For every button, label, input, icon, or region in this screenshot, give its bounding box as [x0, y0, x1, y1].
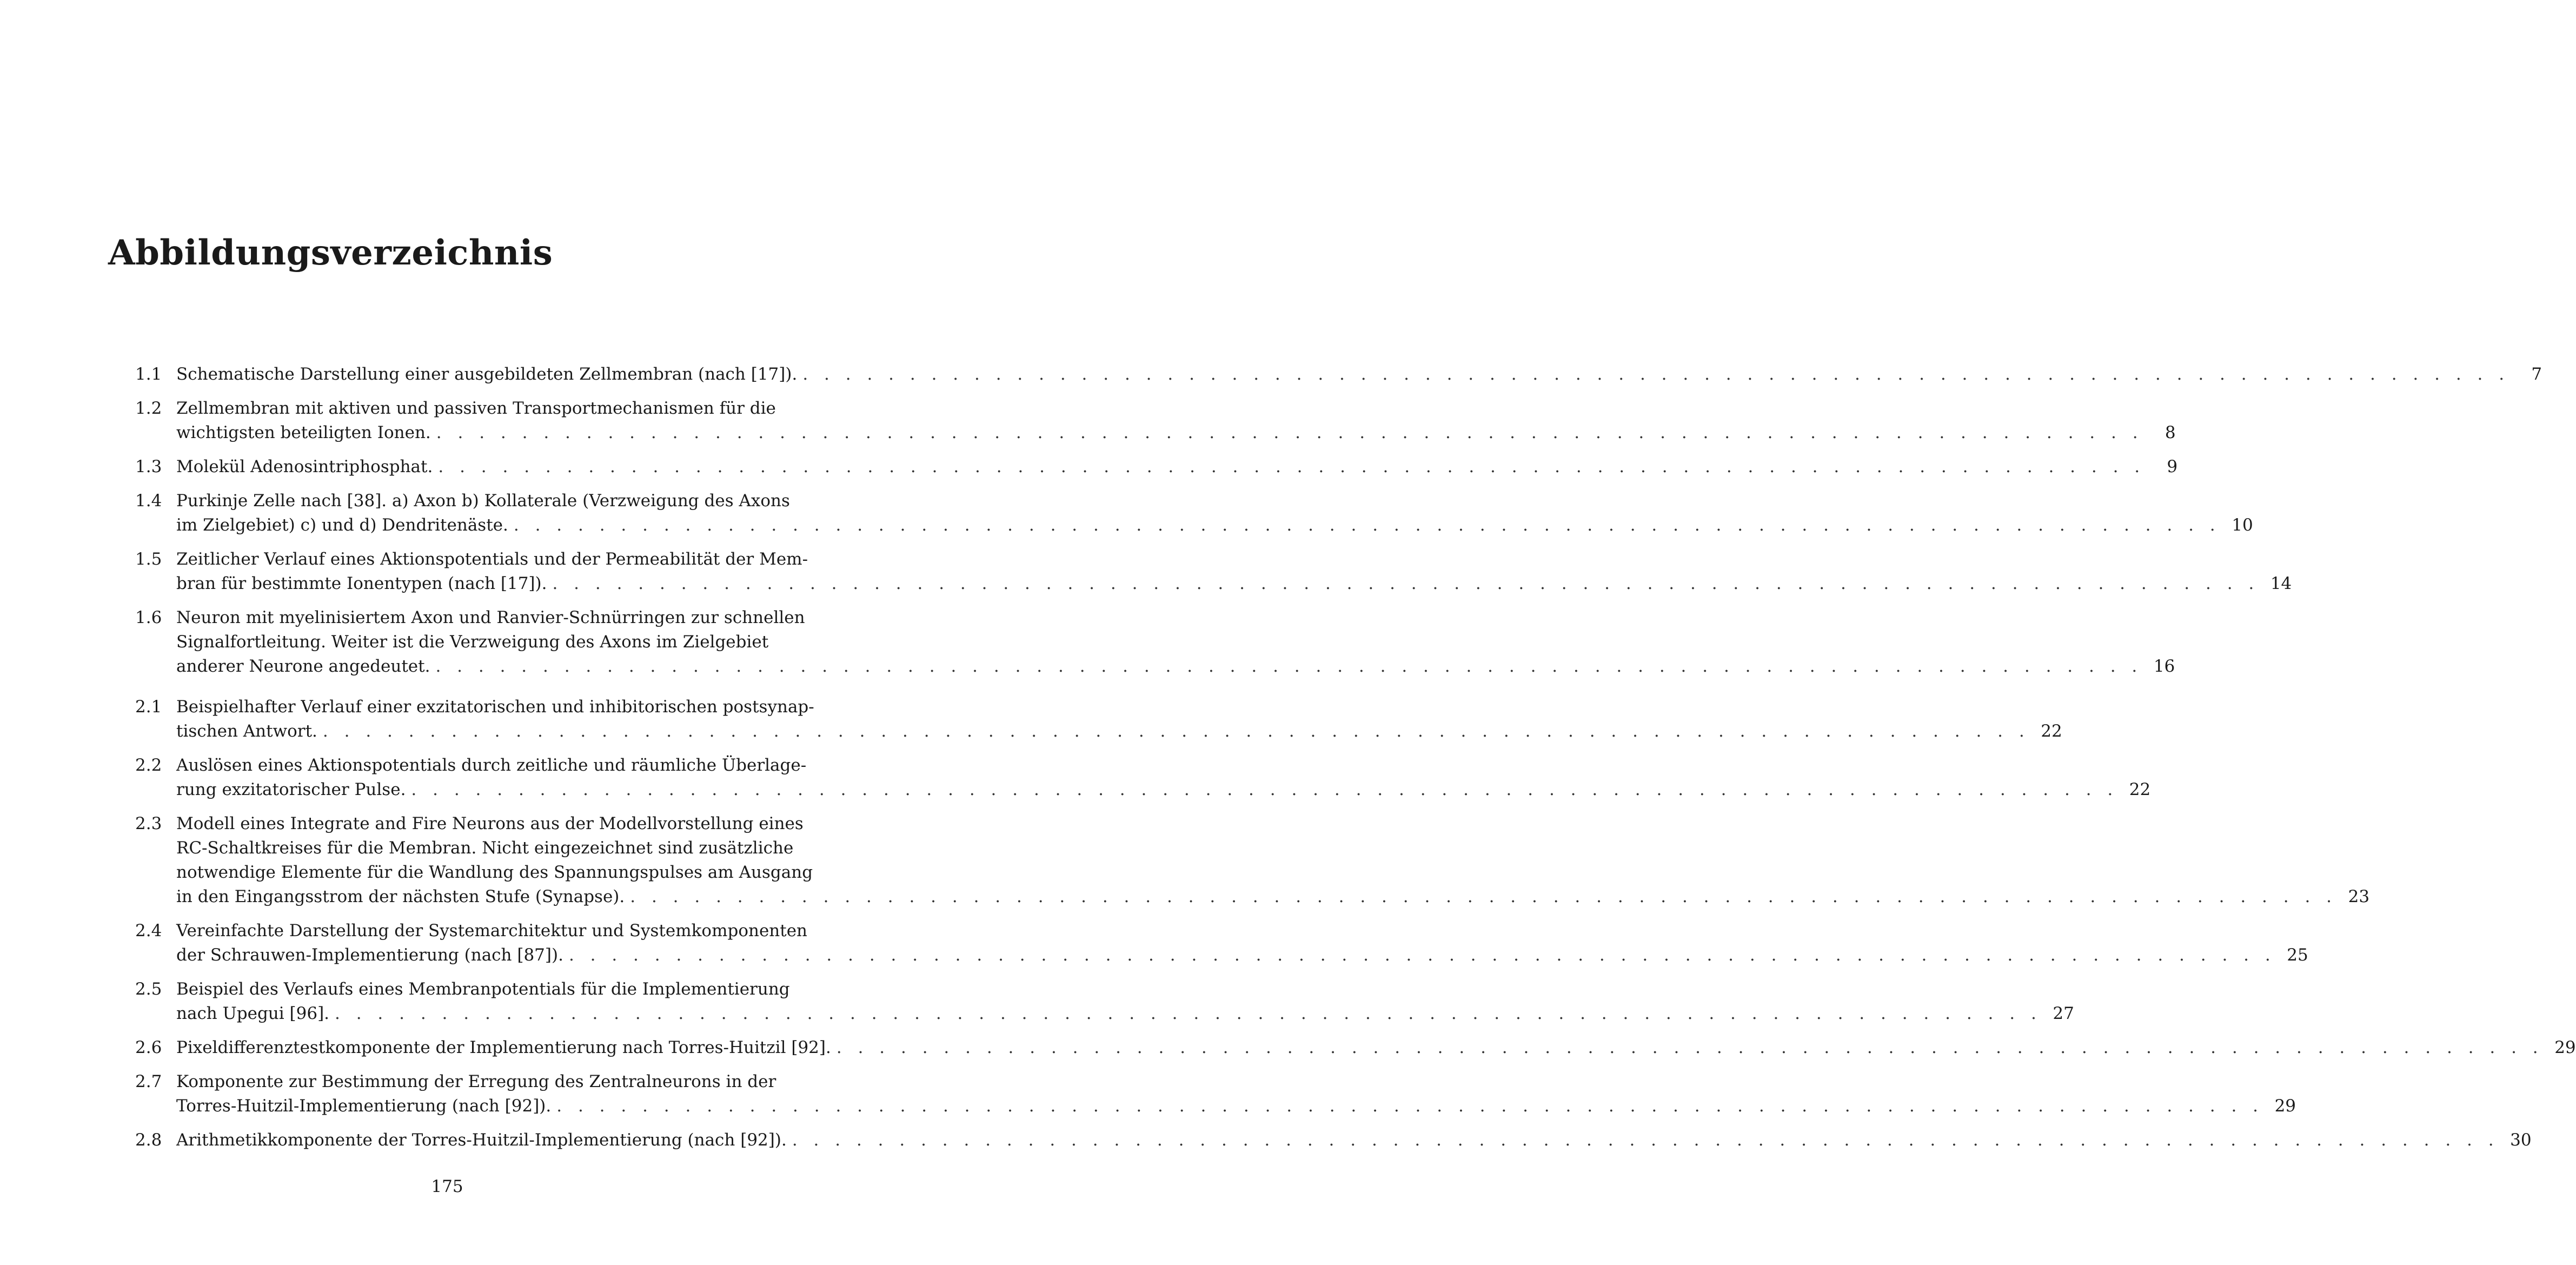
figure-caption-line: Neuron mit myelinisiertem Axon und Ranvier-Schnürringen zur schnellen: [176, 608, 805, 627]
leader-dots: . . . . . . . . . . . . . . . . . . . . . . . . . . . . . . . . . . . . . . . . . . . . . . . . . . . . . . . . . . . . . . . . . . . . . . . . . . . . . . . .: [436, 423, 2143, 442]
leader-dots: . . . . . . . . . . . . . . . . . . . . . . . . . . . . . . . . . . . . . . . . . . . . . . . . . . . . . . . . . . . . . . . . . . . . . . . . . . . . . . . .: [630, 887, 2338, 906]
figure-page-number[interactable]: 16: [2153, 657, 2175, 676]
figure-number: 2.8: [135, 1130, 162, 1150]
figure-caption-line: Modell eines Integrate and Fire Neurons aus der Modellvorstellung eines: [176, 814, 804, 833]
figure-number: 1.6: [135, 608, 162, 627]
figure-page-number[interactable]: 29: [2274, 1096, 2296, 1116]
figure-caption-line: Zellmembran mit aktiven und passiven Transportmechanismen für die: [176, 399, 776, 418]
figure-page-number[interactable]: 23: [2348, 887, 2370, 906]
leader-dots: . . . . . . . . . . . . . . . . . . . . . . . . . . . . . . . . . . . . . . . . . . . . . . . . . . . . . . . . . . . . . . . . . . . . . . . . . . . . . . . .: [335, 1004, 2042, 1023]
leader-dots: . . . . . . . . . . . . . . . . . . . . . . . . . . . . . . . . . . . . . . . . . . . . . . . . . . . . . . . . . . . . . . . . . . . . . . . . . . . . . . . .: [513, 515, 2221, 535]
figure-caption-line: Torres-Huitzil-Implementierung (nach [92]).: [176, 1096, 552, 1116]
figure-number: 1.5: [135, 549, 162, 569]
figure-caption-line: Molekül Adenosintriphosphat.: [176, 457, 433, 476]
page-number: 175: [431, 1177, 463, 1196]
figure-caption-line: Vereinfachte Darstellung der Systemarchitektur und Systemkomponenten: [176, 921, 808, 941]
figure-entry[interactable]: [135, 812, 2370, 909]
figure-number: 2.4: [135, 921, 162, 941]
figure-caption-line: Arithmetikkomponente der Torres-Huitzil-Implementierung (nach [92]).: [176, 1130, 787, 1150]
figure-number: 1.1: [135, 365, 162, 384]
figure-caption-line: Pixeldifferenztestkomponente der Implementierung nach Torres-Huitzil [92].: [176, 1038, 831, 1057]
figure-entry[interactable]: [135, 977, 2074, 1026]
figure-number: 2.5: [135, 979, 162, 999]
leader-dots: . . . . . . . . . . . . . . . . . . . . . . . . . . . . . . . . . . . . . . . . . . . . . . . . . . . . . . . . . . . . . . . . . . . . . . . . . . . . . . . .: [836, 1038, 2544, 1057]
figure-caption-line: in den Eingangsstrom der nächsten Stufe (Synapse).: [176, 887, 625, 906]
figure-caption-line: bran für bestimmte Ionentypen (nach [17]).: [176, 574, 547, 593]
figure-caption-line: Komponente zur Bestimmung der Erregung des Zentralneurons in der: [176, 1072, 776, 1091]
figure-page-number[interactable]: 30: [2510, 1130, 2532, 1150]
figure-page-number[interactable]: 8: [2165, 423, 2176, 442]
figure-page-number[interactable]: 9: [2167, 457, 2178, 476]
figure-caption-line: Beispiel des Verlaufs eines Membranpotentials für die Implementierung: [176, 979, 790, 999]
figure-page-number[interactable]: 27: [2053, 1004, 2074, 1023]
list-of-figures: [135, 362, 2576, 1162]
figure-page-number[interactable]: 22: [2041, 721, 2062, 741]
figure-caption-line: im Zielgebiet) c) und d) Dendritenäste.: [176, 515, 508, 535]
figure-number: 1.4: [135, 491, 162, 511]
figure-entry[interactable]: [135, 1128, 2532, 1153]
figure-page-number[interactable]: 14: [2270, 574, 2292, 593]
leader-dots: . . . . . . . . . . . . . . . . . . . . . . . . . . . . . . . . . . . . . . . . . . . . . . . . . . . . . . . . . . . . . . . . . . . . . . . . . . . . . . . .: [435, 657, 2143, 676]
leader-dots: . . . . . . . . . . . . . . . . . . . . . . . . . . . . . . . . . . . . . . . . . . . . . . . . . . . . . . . . . . . . . . . . . . . . . . . . . . . . . . . .: [568, 945, 2276, 965]
figure-page-number[interactable]: 7: [2531, 365, 2542, 384]
figure-caption-line: Schematische Darstellung einer ausgebildeten Zellmembran (nach [17]).: [176, 365, 798, 384]
figure-caption-line: Auslösen eines Aktionspotentials durch zeitliche und räumliche Überlage-: [176, 756, 807, 775]
figure-caption-line: der Schrauwen-Implementierung (nach [87]).: [176, 945, 563, 965]
figure-page-number[interactable]: 29: [2554, 1038, 2576, 1057]
figure-number: 2.7: [135, 1072, 162, 1091]
figure-number: 2.2: [135, 756, 162, 775]
figure-caption-line: anderer Neurone angedeutet.: [176, 657, 430, 676]
figure-entry[interactable]: [135, 489, 2253, 538]
figure-number: 1.3: [135, 457, 162, 476]
figure-entry[interactable]: [135, 695, 2062, 744]
leader-dots: . . . . . . . . . . . . . . . . . . . . . . . . . . . . . . . . . . . . . . . . . . . . . . . . . . . . . . . . . . . . . . . . . . . . . . . . . . . . . . . .: [556, 1096, 2264, 1116]
figure-entry[interactable]: [135, 547, 2292, 596]
figure-caption-line: Beispielhafter Verlauf einer exzitatorischen und inhibitorischen postsynap-: [176, 697, 814, 717]
leader-dots: . . . . . . . . . . . . . . . . . . . . . . . . . . . . . . . . . . . . . . . . . . . . . . . . . . . . . . . . . . . . . . . . . . . . . . . . . . . . . . . .: [552, 574, 2260, 593]
figure-entry[interactable]: [135, 919, 2308, 968]
figure-caption-line: Signalfortleitung. Weiter ist die Verzweigung des Axons im Zielgebiet: [176, 632, 769, 652]
figure-caption-line: Purkinje Zelle nach [38]. a) Axon b) Kollaterale (Verzweigung des Axons: [176, 491, 790, 511]
leader-dots: . . . . . . . . . . . . . . . . . . . . . . . . . . . . . . . . . . . . . . . . . . . . . . . . . . . . . . . . . . . . . . . . . . . . . . . . . . . . . . . .: [322, 721, 2030, 741]
leader-dots: . . . . . . . . . . . . . . . . . . . . . . . . . . . . . . . . . . . . . . . . . . . . . . . . . . . . . . . . . . . . . . . . . . . . . . . . . . . . . . . .: [792, 1130, 2499, 1150]
figure-caption-line: nach Upegui [96].: [176, 1004, 330, 1023]
leader-dots: . . . . . . . . . . . . . . . . . . . . . . . . . . . . . . . . . . . . . . . . . . . . . . . . . . . . . . . . . . . . . . . . . . . . . . . . . . . . . . . .: [802, 365, 2510, 384]
figure-number: 2.3: [135, 814, 162, 833]
leader-dots: . . . . . . . . . . . . . . . . . . . . . . . . . . . . . . . . . . . . . . . . . . . . . . . . . . . . . . . . . . . . . . . . . . . . . . . . . . . . . . . .: [411, 780, 2119, 799]
figure-caption-line: rung exzitatorischer Pulse.: [176, 780, 406, 799]
figure-number: 2.6: [135, 1038, 162, 1057]
figure-caption-line: RC-Schaltkreises für die Membran. Nicht eingezeichnet sind zusätzliche: [176, 838, 794, 858]
leader-dots: . . . . . . . . . . . . . . . . . . . . . . . . . . . . . . . . . . . . . . . . . . . . . . . . . . . . . . . . . . . . . . . . . . . . . . . . . . . . . . . .: [438, 457, 2146, 476]
figure-entry[interactable]: [135, 362, 2542, 387]
figure-entry[interactable]: [135, 606, 2175, 679]
figure-caption-line: tischen Antwort.: [176, 721, 317, 741]
figure-page-number[interactable]: 10: [2232, 515, 2253, 535]
figure-caption-line: notwendige Elemente für die Wandlung des Spannungspulses am Ausgang: [176, 863, 813, 882]
figure-entry[interactable]: [135, 753, 2151, 802]
figure-number: 1.2: [135, 399, 162, 418]
figure-page-number[interactable]: 22: [2129, 780, 2151, 799]
page-title: Abbildungsverzeichnis: [108, 233, 553, 273]
figure-number: 2.1: [135, 697, 162, 717]
figure-entry[interactable]: [135, 1070, 2296, 1118]
figure-entry[interactable]: [135, 396, 2176, 445]
figure-entry[interactable]: [135, 455, 2178, 479]
figure-caption-line: wichtigsten beteiligten Ionen.: [176, 423, 431, 442]
figure-caption-line: Zeitlicher Verlauf eines Aktionspotentials und der Permeabilität der Mem-: [176, 549, 808, 569]
figure-entry[interactable]: [135, 1036, 2576, 1060]
figure-page-number[interactable]: 25: [2287, 945, 2308, 965]
